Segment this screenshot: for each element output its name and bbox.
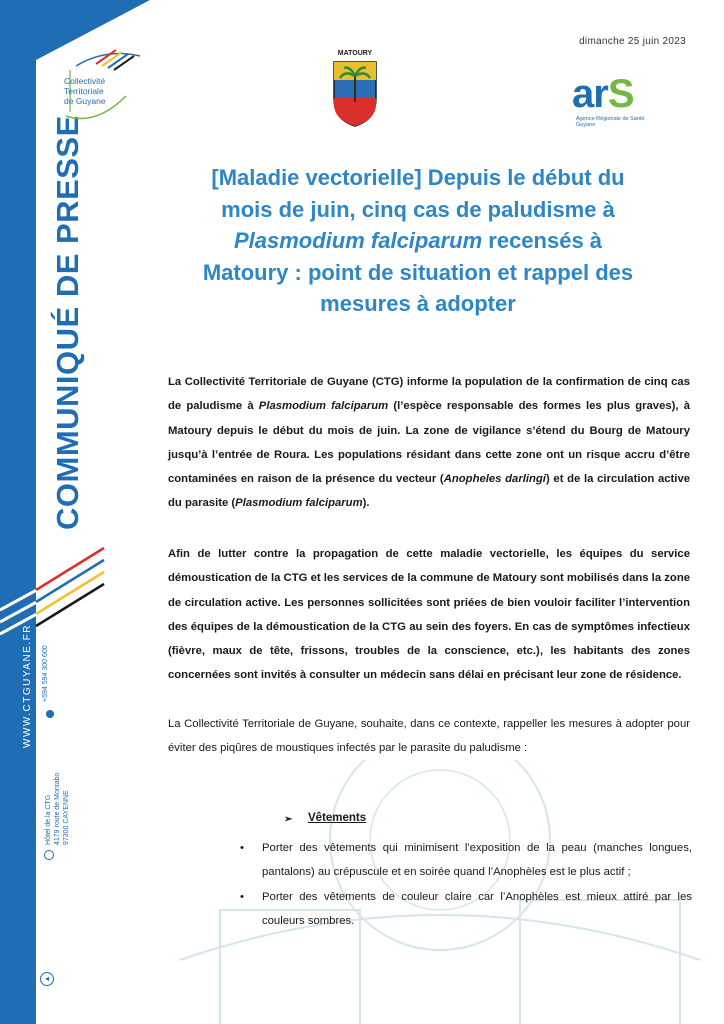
sound-icon: ◂ [40,972,54,986]
text-italic: Anopheles darlingi [443,473,546,486]
stripe-decoration [0,530,110,640]
ars-logo-word [572,72,634,117]
location-pin-icon [44,850,54,860]
arrow-icon: ➢ [284,814,293,825]
text-italic: Plasmodium falciparum [258,400,389,413]
address-line: Hôtel de la CTG [45,794,52,845]
address-block [44,773,71,845]
address-line: 4179 route de Montabo [54,772,61,845]
list-item: • Porter des vêtements qui minimisent l'exposition de la peau (manches longues, pantalons) au crépuscule et en soirée quand l’Anophèles est le plus actif ; [262,836,692,885]
sidebar-band [0,0,36,1024]
press-release-vertical-title: COMMUNIQUÉ DE PRESSE [50,115,85,530]
title-italic: Plasmodium falciparum [233,228,483,253]
list-item: • Porter des vêtements de couleur claire car l’Anophèles est mieux attiré par les couleurs sombres. [262,885,692,934]
ars-logo-subtitle [576,116,645,128]
title-line: [Maladie vectorielle] Depuis le début du [211,165,625,190]
ctg-logo-line: Collectivité [64,76,106,86]
ctg-logo-text [64,76,106,106]
ctg-logo-line: de Guyane [64,96,106,106]
ars-logo-s: S [607,72,634,116]
bullet-list [262,836,692,933]
paragraph-actions: Afin de lutter contre la propagation de cette maladie vectorielle, les équipes du service démoustication de la CTG et les services de la commune de Matoury sont mobilisés dans la zone de circulation active. Les personnes sollicitées sont priées de bien vouloir faciliter l’intervention des équipes de la démoustication de la CTG au sein des foyers. En cas de symptômes infectieux (fièvre, maux de tête, frissons, troubles de la conscience, etc.), les habitants des zones concernées sont invités à consulter un médecin sans délai en précisant leur zone de résidence. [168,548,690,682]
address-line: 97300 CAYENNE [63,790,70,845]
title-text: recensés à [482,228,603,253]
ars-logo [570,72,662,132]
matoury-logo-name: MATOURY [337,50,373,57]
ars-logo-ar: ar [572,72,608,116]
paragraph-recommendations: La Collectivité Territoriale de Guyane, souhaite, dans ce contexte, rappeller les mesures à adopter pour éviter des piqûres de moustiques infectés par le parasite du paludisme : [168,718,690,755]
phone-icon [46,710,54,718]
text-run: ). [362,497,370,510]
title-line: mesures à adopter [320,291,516,316]
title-line: Matoury : point de situation et rappel des [202,259,634,285]
text-italic: Plasmodium falciparum [235,497,363,510]
matoury-coat-of-arms [330,50,380,128]
website-url[interactable]: WWW.CTGUYANE.FR [22,624,33,748]
page-title [168,162,668,320]
ctg-logo-line: Territoriale [64,86,104,96]
ctg-logo [56,46,146,126]
shield-icon [330,58,380,128]
paragraph-intro [168,370,690,516]
title-line: mois de juin, cinq cas de paludisme à [221,196,615,222]
title-line [168,225,668,257]
ars-logo-sub-line: Agence Régionale de Santé [576,116,645,122]
publication-date: dimanche 25 juin 2023 [579,36,686,47]
text-run: La Collectivité Territoriale de Guyane (CTG) informe la population de la confirmation de cinq cas de paludisme à [168,376,690,413]
ars-logo-sub-line: Guyane [576,122,596,128]
text-run: (l’espèce responsable des formes les plus graves), à Matoury depuis le début du mois de juin. La zone de vigilance s’étend du Bourg de Matoury jusqu’à l’entrée de Roura. Les populations résidant dans cette zone ont un risque accru d’être contaminées en raison de la présence du vecteur ( [168,400,690,486]
text-run: ) et de la circulation active du parasite ( [168,473,691,510]
phone-number: +594 594 300 600 [42,645,49,702]
section-title-clothing: Vêtements [308,812,367,824]
